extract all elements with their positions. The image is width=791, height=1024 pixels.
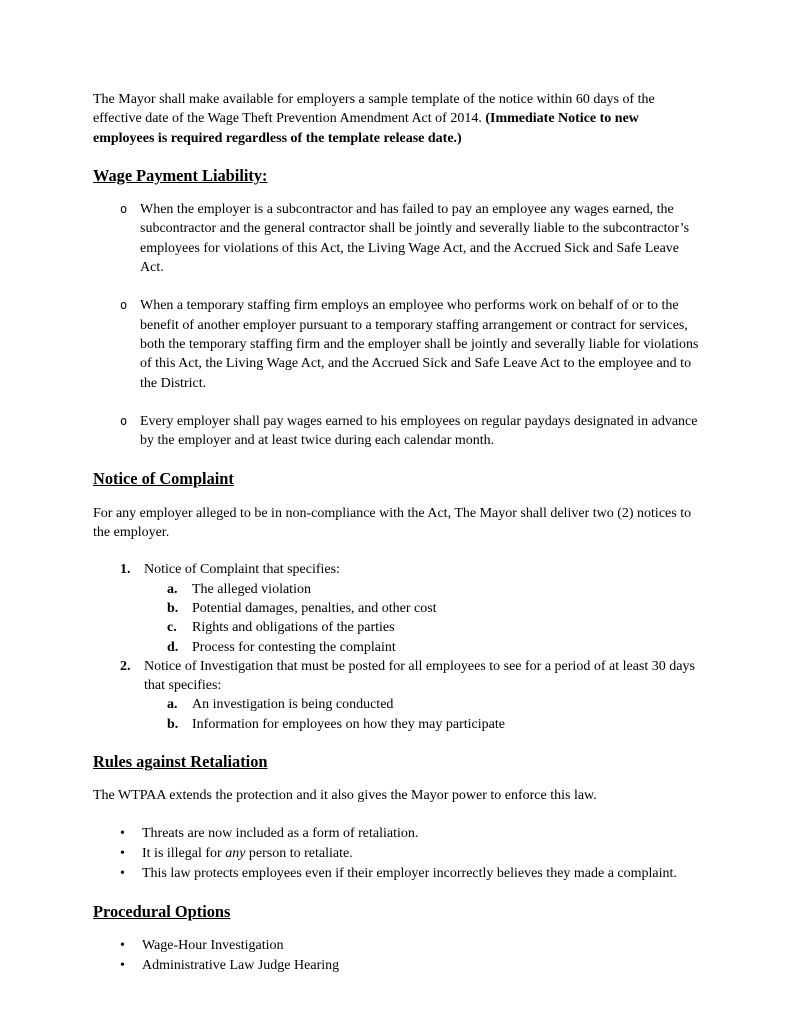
list-number: 2. xyxy=(120,658,131,674)
list-item xyxy=(167,618,703,637)
list-item xyxy=(120,864,703,883)
list-item xyxy=(120,657,703,696)
circle-bullet-icon: o xyxy=(120,298,128,313)
list-item-text: Administrative Law Judge Hearing xyxy=(142,958,340,974)
list-item xyxy=(167,715,703,734)
notice-of-complaint-intro: For any employer alleged to be in non-compliance with the Act, The Mayor shall deliver two (2) notices to the employer. xyxy=(93,505,692,541)
sub-list xyxy=(167,695,703,734)
bullet-text-italic: any xyxy=(225,845,246,861)
circle-bullet-icon: o xyxy=(120,413,128,428)
numbered-item xyxy=(120,560,703,656)
list-item xyxy=(120,412,703,451)
list-item-text xyxy=(142,824,703,843)
procedural-options-list xyxy=(120,936,703,976)
rules-against-retaliation-list xyxy=(120,824,703,884)
list-item xyxy=(120,844,703,863)
list-item xyxy=(120,936,703,955)
list-item-text xyxy=(142,844,703,863)
list-item xyxy=(167,695,703,714)
circle-bullet-icon: o xyxy=(120,202,128,217)
list-item-text: Potential damages, penalties, and other cost xyxy=(192,600,437,616)
list-letter: a. xyxy=(167,581,178,597)
intro-paragraph xyxy=(93,90,703,148)
intro-paragraph-normal-text: The Mayor shall make available for employers a sample template of the notice within 60 days of the effective date of the Wage Theft Prevention Amendment Act of 2014. xyxy=(93,92,655,127)
list-item xyxy=(167,580,703,599)
wage-payment-liability-list xyxy=(120,200,703,450)
list-item xyxy=(120,956,703,975)
heading-notice-of-complaint: Notice of Complaint xyxy=(93,469,234,489)
rules-against-retaliation-intro: The WTPAA extends the protection and it also gives the Mayor power to enforce this law. xyxy=(93,788,597,804)
disc-bullet-icon: • xyxy=(120,845,125,861)
list-item xyxy=(120,560,703,579)
heading-procedural-options: Procedural Options xyxy=(93,901,231,921)
list-item xyxy=(167,638,703,657)
list-item-text: Notice of Investigation that must be posted for all employees to see for a period of at least 30 days that specifies: xyxy=(144,658,695,694)
bullet-text-pre: This law protects employees even if their employer incorrectly believes they made a complaint. xyxy=(142,866,677,882)
list-item xyxy=(120,824,703,843)
list-letter: b. xyxy=(167,600,179,616)
list-item-text: Notice of Complaint that specifies: xyxy=(144,562,340,578)
list-item xyxy=(120,296,703,392)
list-item-text: Information for employees on how they may participate xyxy=(192,716,505,732)
list-number: 1. xyxy=(120,562,131,578)
list-item-text: Every employer shall pay wages earned to his employees on regular paydays designated in advance by the employer and at least twice during each calendar month. xyxy=(140,413,698,449)
list-item-text: Wage-Hour Investigation xyxy=(142,937,284,953)
list-item-text: Rights and obligations of the parties xyxy=(192,620,395,636)
list-item-text: The alleged violation xyxy=(192,581,311,597)
bullet-text-pre: Threats are now included as a form of retaliation. xyxy=(142,825,419,841)
list-letter: a. xyxy=(167,697,178,713)
list-item-text: An investigation is being conducted xyxy=(192,697,394,713)
disc-bullet-icon: • xyxy=(120,958,125,974)
intro-paragraph-bold-text: (Immediate Notice to new employees is required regardless of the template release date.) xyxy=(93,111,639,146)
disc-bullet-icon: • xyxy=(120,937,125,953)
list-item-text: Process for contesting the complaint xyxy=(192,639,396,655)
bullet-text-post: person to retaliate. xyxy=(245,845,353,861)
notice-of-complaint-list xyxy=(120,560,703,734)
bullet-text-pre: It is illegal for xyxy=(142,845,226,861)
list-letter: b. xyxy=(167,716,179,732)
list-letter: d. xyxy=(167,639,179,655)
heading-wage-payment-liability: Wage Payment Liability: xyxy=(93,165,268,185)
numbered-item xyxy=(120,657,703,734)
list-item xyxy=(120,200,703,277)
disc-bullet-icon: • xyxy=(120,866,125,882)
heading-rules-against-retaliation: Rules against Retaliation xyxy=(93,752,268,772)
list-letter: c. xyxy=(167,620,177,636)
list-item-text: When the employer is a subcontractor and has failed to pay an employee any wages earned, the subcontractor and the general contractor shall be jointly and severally liable to the subcontractor’s employees for violations of this Act, the Living Wage Act, and the Accrued Sick and Safe Leave Act. xyxy=(140,202,690,276)
list-item-text: When a temporary staffing firm employs an employee who performs work on behalf of or to the benefit of another employer pursuant to a temporary staffing arrangement or contract for services, both the temporary staffing firm and the employer shall be jointly and severally liable for violations of this Act, the Living Wage Act, and the Accrued Sick and Safe Leave Act to the employee and to the District. xyxy=(140,298,699,391)
sub-list xyxy=(167,580,703,657)
disc-bullet-icon: • xyxy=(120,825,125,841)
list-item xyxy=(167,599,703,618)
list-item-text xyxy=(142,864,703,883)
